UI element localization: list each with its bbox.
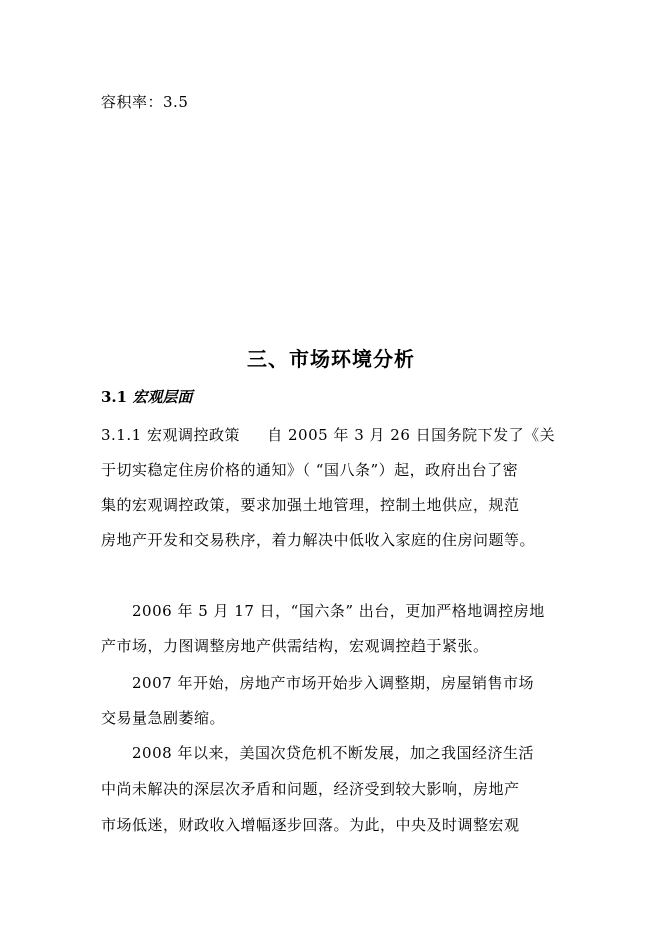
section-title: 宏观层面 bbox=[132, 388, 193, 406]
plot-ratio-line bbox=[101, 92, 188, 112]
paragraph-4-line-2: 中尚未解决的深层次矛盾和问题，经济受到较大影响，房地产 bbox=[101, 780, 520, 798]
paragraph-1-line-2: 于切实稳定住房价格的通知》（ “国八条”）起，政府出台了密 bbox=[101, 461, 519, 479]
subsection-title: 宏观调控政策 bbox=[146, 426, 240, 444]
plot-ratio-value: 3.5 bbox=[163, 93, 189, 111]
paragraph-4-line-1: 2008 年以来，美国次贷危机不断发展，加之我国经济生活 bbox=[132, 744, 534, 762]
paragraph-1-line-1 bbox=[101, 425, 555, 445]
section-heading bbox=[101, 387, 192, 407]
chapter-title: 三、市场环境分析 bbox=[247, 347, 415, 371]
subsection-number: 3.1.1 bbox=[101, 426, 142, 444]
section-number: 3.1 bbox=[101, 388, 128, 406]
paragraph-1-line-3: 集的宏观调控政策，要求加强土地管理，控制土地供应，规范 bbox=[101, 496, 520, 514]
paragraph-2-line-1: 2006 年 5 月 17 日，“国六条” 出台，更加严格地调控房地 bbox=[132, 602, 545, 620]
paragraph-1-text-1: 自 2005 年 3 月 26 日国务院下发了《关 bbox=[267, 426, 556, 444]
paragraph-2-line-2: 产市场，力图调整房地产供需结构，宏观调控趋于紧张。 bbox=[101, 637, 489, 655]
paragraph-3-line-1: 2007 年开始，房地产市场开始步入调整期，房屋销售市场 bbox=[132, 674, 534, 692]
paragraph-3-line-2: 交易量急剧萎缩。 bbox=[101, 709, 226, 727]
paragraph-1-line-4: 房地产开发和交易秩序，着力解决中低收入家庭的住房问题等。 bbox=[101, 531, 536, 549]
paragraph-4-line-3: 市场低迷，财政收入增幅逐步回落。为此，中央及时调整宏观 bbox=[101, 816, 520, 834]
plot-ratio-label: 容积率： bbox=[101, 93, 164, 111]
